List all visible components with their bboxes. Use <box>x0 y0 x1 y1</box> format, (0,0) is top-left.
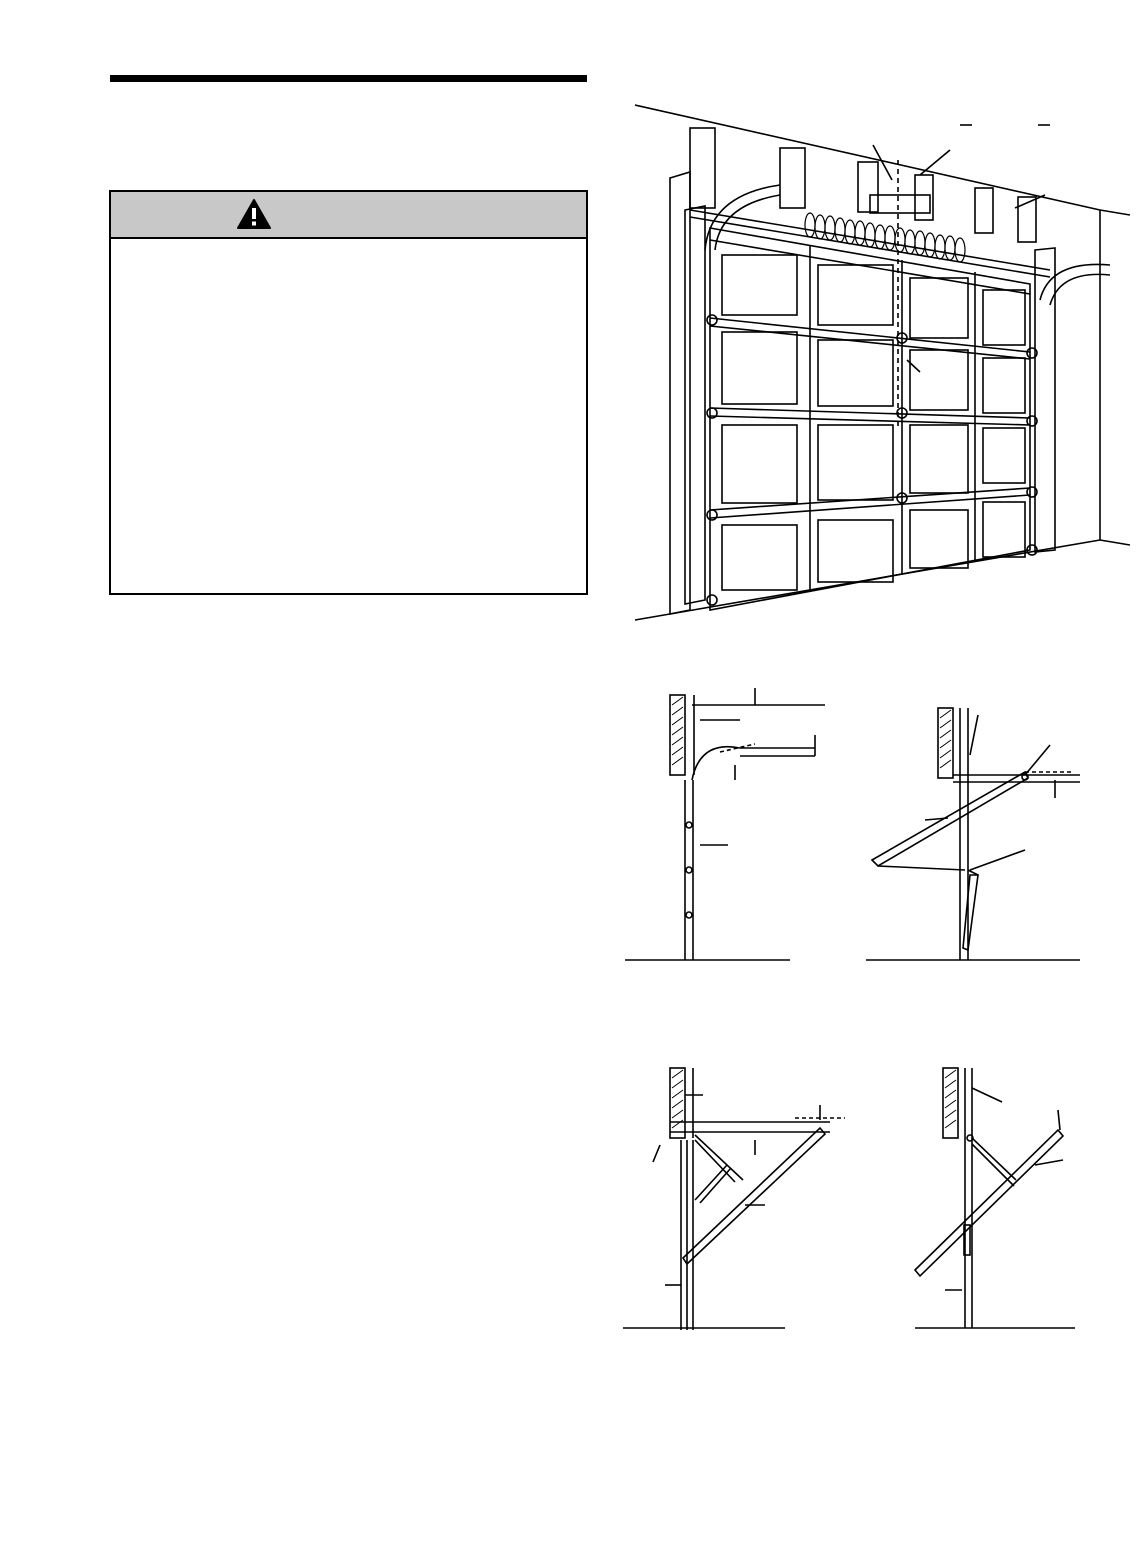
warning-triangle-icon <box>236 198 272 230</box>
section-rule <box>110 75 587 82</box>
garage-door-illustration <box>630 100 1130 630</box>
sectional-door-diagram <box>620 680 835 965</box>
warning-header <box>111 192 586 239</box>
one-piece-no-track-door-diagram <box>910 1060 1080 1335</box>
pivot-door-with-track-diagram <box>615 1060 850 1335</box>
one-piece-track-door-diagram <box>860 680 1085 965</box>
warning-box <box>109 190 588 595</box>
